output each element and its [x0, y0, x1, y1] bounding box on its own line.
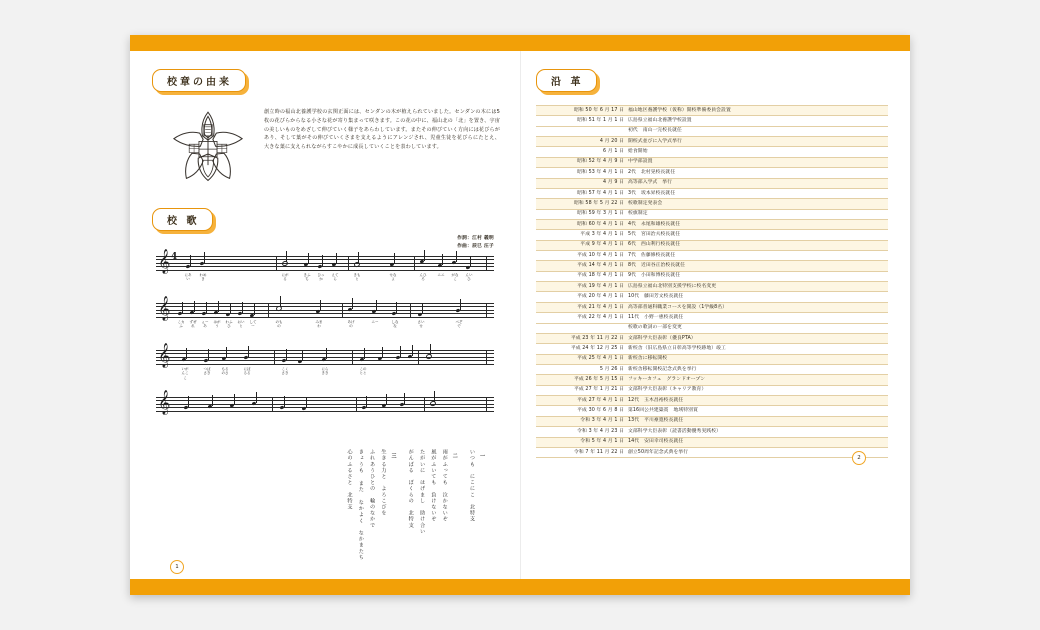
history-event: フッキーカフェ グランドオープン — [626, 375, 888, 385]
history-table — [536, 105, 888, 458]
table-row — [536, 137, 888, 147]
staff-lyric: さいせ — [417, 319, 425, 329]
crest-origin-paragraph: 創立時の福山北養護学校の玄関正面には、センダンの木が植えられていました。センダンの木には5枚の花びらからなる小さな花が寄り集まって咲きます。この花の中に、福山北の「北」を置き、宇宙の美しいものをめざして伸びていく様子をあらわしています。またその伸びていく方向には花びらがあり、そして葉がその伸びていくさまを支えるようにアレンジされ、児童生徒を花びらにたとえ、大きな葉に支えられながらすこやかに成長していくことを表わしています。 — [264, 109, 500, 150]
crest-and-intro-row — [152, 104, 500, 186]
history-date: 令和 3 年 4 月 23 日 — [536, 427, 626, 437]
table-row — [536, 157, 888, 167]
history-date: 令和 7 年 11 月 22 日 — [536, 447, 626, 457]
verse-number: 三 — [390, 452, 397, 459]
table-row — [536, 437, 888, 447]
staff-lyric: べぞで — [455, 319, 463, 329]
history-event: 6代 西山利行校長就任 — [626, 240, 888, 250]
table-row — [536, 188, 888, 198]
crest-origin-text — [264, 104, 500, 186]
history-event: 文部科学大臣表彰（優良PTA） — [626, 333, 888, 343]
history-event: 校歌制定発表会 — [626, 199, 888, 209]
staff-lyric: ずぜれ — [189, 319, 197, 329]
staff-lyric: いがんここ — [181, 366, 189, 380]
table-row — [536, 251, 888, 261]
table-row — [536, 271, 888, 281]
treble-clef-icon: 𝄞 — [158, 295, 171, 320]
left-page — [130, 51, 520, 579]
page-number-right: 2 — [852, 451, 866, 465]
history-date: 令和 5 年 4 月 1 日 — [536, 437, 626, 447]
crest-container — [152, 104, 264, 186]
verse-3 — [345, 449, 397, 567]
history-date: 平成 27 年 4 月 1 日 — [536, 396, 626, 406]
staff-lyric: してー — [249, 319, 257, 329]
staff-lyric: にあい — [184, 272, 192, 282]
staff-lyric: のもの — [275, 319, 283, 329]
staff-lyric: このとと — [359, 366, 367, 376]
history-date: 平成 3 年 4 月 1 日 — [536, 230, 626, 240]
history-event: 広島県立福山北特別支援学校に校名変更 — [626, 282, 888, 292]
history-event: 新校舎に移転開校 — [626, 354, 888, 364]
treble-clef-icon: 𝄞 — [158, 248, 171, 273]
treble-clef-icon: 𝄞 — [158, 389, 171, 414]
verse-line: 生きる力と よろこびを — [380, 448, 387, 517]
history-date — [536, 323, 626, 333]
table-row — [536, 240, 888, 250]
history-event: 11代 小野一惠校長就任 — [626, 313, 888, 323]
history-date: 昭和 58 年 5 月 22 日 — [536, 199, 626, 209]
history-event: 新校舎（旧広島県立日彰高等学校跡地）竣工 — [626, 344, 888, 354]
table-row — [536, 282, 888, 292]
history-date: 昭和 57 年 4 月 1 日 — [536, 188, 626, 198]
history-event: 開校式並びに入学式挙行 — [626, 137, 888, 147]
history-event: 福山地区養護学校（仮称）開校準備委員会設置 — [626, 106, 888, 116]
table-row — [536, 323, 888, 333]
staff-system-1 — [152, 248, 500, 300]
staff-lyric: にらきき — [321, 366, 329, 376]
history-event: 文部科学大臣表彰（キャリア教育） — [626, 385, 888, 395]
treble-clef-icon: 𝄞 — [158, 342, 171, 367]
history-event: 校歌の歌詞の一部を変更 — [626, 323, 888, 333]
history-date: 平成 19 年 4 月 1 日 — [536, 282, 626, 292]
verse-number: 一 — [479, 452, 485, 459]
heading-school-song: 校 歌 — [152, 208, 213, 231]
school-crest-icon — [166, 108, 250, 186]
verse-line: 心のふるさと 北特支 — [346, 448, 353, 510]
history-event: 10代 藤田芳文校長就任 — [626, 292, 888, 302]
table-row — [536, 230, 888, 240]
staff-lyric: つばさき — [203, 366, 211, 376]
verse-line: いつも にこにこ 北特支 — [469, 448, 475, 523]
history-event: 12代 玉木昌裕校長就任 — [626, 396, 888, 406]
history-event: 新校舎移転開校記念式典を挙行 — [626, 364, 888, 374]
document-spread — [130, 35, 910, 595]
lyricist: 作詞：江村 義明 — [457, 236, 494, 241]
history-date: 4 月 20 日 — [536, 137, 626, 147]
history-event: 校旗制定 — [626, 209, 888, 219]
table-row — [536, 375, 888, 385]
staff-lyric: ニー — [371, 319, 379, 324]
staff-lyric: ひっか — [317, 272, 325, 282]
song-credits — [152, 235, 500, 251]
verse-line: 雨がふっても 泣かないぞ — [441, 448, 448, 523]
history-date: 平成 30 年 6 月 8 日 — [536, 406, 626, 416]
history-event: 7代 佐藤修校長就任 — [626, 251, 888, 261]
table-row — [536, 447, 888, 457]
history-date: 昭和 60 年 4 月 1 日 — [536, 219, 626, 229]
history-event: 文部科学大臣表彰（読書活動優秀実践校） — [626, 427, 888, 437]
table-row — [536, 396, 888, 406]
table-row — [536, 416, 888, 426]
staff-3 — [156, 342, 494, 380]
history-date: 平成 27 年 1 月 21 日 — [536, 385, 626, 395]
history-date: 平成 26 年 5 月 15 日 — [536, 375, 626, 385]
table-row — [536, 261, 888, 271]
history-date: 平成 22 年 4 月 1 日 — [536, 313, 626, 323]
musical-score — [152, 248, 500, 441]
staff-lyric: みまわ — [315, 319, 323, 329]
history-date: 平成 20 年 4 月 1 日 — [536, 292, 626, 302]
staff-lyric: がなこ — [451, 272, 459, 282]
verse-line: ふれあうひとの 輪のなかで — [369, 448, 376, 529]
verse-2 — [406, 449, 458, 567]
history-event: 3代 坂本昇校長就任 — [626, 188, 888, 198]
history-date: 平成 23 年 11 月 22 日 — [536, 333, 626, 343]
history-event: 給食開始 — [626, 147, 888, 157]
staff-lyric: はがう — [213, 319, 221, 329]
table-row — [536, 209, 888, 219]
history-date: 昭和 50 年 6 月 17 日 — [536, 106, 626, 116]
staff-system-3 — [152, 342, 500, 394]
top-accent-band — [130, 35, 910, 49]
staff-lyric: ニニ — [437, 272, 445, 277]
history-date: 令和 3 年 4 月 1 日 — [536, 416, 626, 426]
history-event: 13代 平川豪寛校長就任 — [626, 416, 888, 426]
staff-lyric: こくさき — [281, 366, 289, 376]
verse-line: たがいに はげまし 助け合い — [419, 448, 426, 535]
table-row — [536, 302, 888, 312]
staff-lyric: わふひ — [225, 319, 233, 329]
song-verses — [152, 449, 500, 567]
table-row — [536, 126, 888, 136]
staff-2 — [156, 295, 494, 329]
history-event: 高等部入学式 挙行 — [626, 178, 888, 188]
staff-lyric: せなよ — [389, 272, 397, 282]
staff-lyric: ぇーあ — [201, 319, 209, 329]
table-row — [536, 116, 888, 126]
table-row — [536, 313, 888, 323]
table-row — [536, 427, 888, 437]
heading-history: 沿 革 — [536, 69, 597, 92]
history-event: 14代 安田幸司校長就任 — [626, 437, 888, 447]
history-date: 平成 21 年 4 月 1 日 — [536, 302, 626, 312]
staff-lyric: おいと — [237, 319, 245, 329]
staff-lyric: わめき — [199, 272, 207, 282]
verse-line: がんばる ぼくらの 北特支 — [407, 448, 414, 529]
history-date: 4 月 9 日 — [536, 178, 626, 188]
staff-lyric: もるのさ — [221, 366, 229, 376]
history-event: 9代 小田和博校長就任 — [626, 271, 888, 281]
bottom-accent-band — [130, 581, 910, 595]
history-date: 昭和 59 年 3 月 1 日 — [536, 209, 626, 219]
table-row — [536, 333, 888, 343]
verse-number: 二 — [451, 452, 458, 459]
page-number-left: 1 — [170, 560, 184, 574]
staff-lyric: きふち — [303, 272, 311, 282]
table-row — [536, 354, 888, 364]
table-row — [536, 406, 888, 416]
staff-lyric: にぼるる — [243, 366, 251, 376]
table-row — [536, 106, 888, 116]
history-event: 2代 北村晃校長就任 — [626, 168, 888, 178]
history-event: 初代 南山一完校長就任 — [626, 126, 888, 136]
staff-lyric: んいひ — [465, 272, 473, 282]
history-date: 平成 25 年 4 月 1 日 — [536, 354, 626, 364]
staff-lyric: きもと — [353, 272, 361, 282]
table-row — [536, 147, 888, 157]
history-date: 平成 10 年 4 月 1 日 — [536, 251, 626, 261]
history-date: 平成 24 年 12 月 25 日 — [536, 344, 626, 354]
history-event: 高等部普通科職業コースを開設（1学級8名） — [626, 302, 888, 312]
table-row — [536, 344, 888, 354]
staff-system-2 — [152, 295, 500, 347]
history-event: 第16回公共建築賞 地域特別賞 — [626, 406, 888, 416]
history-event: 4代 永尾和雄校長就任 — [626, 219, 888, 229]
table-row — [536, 292, 888, 302]
heading-school-crest-origin: 校章の由来 — [152, 69, 246, 92]
history-date — [536, 126, 626, 136]
right-page — [520, 51, 910, 579]
staff-4 — [156, 389, 494, 414]
table-row — [536, 385, 888, 395]
staff-lyric: んひろ — [419, 272, 427, 282]
history-event: 創立50周年記念式典を挙行 — [626, 447, 888, 457]
time-signature: 4 — [171, 251, 178, 262]
table-row — [536, 178, 888, 188]
history-event: 広島県立福山北養護学校設置 — [626, 116, 888, 126]
history-date: 平成 9 年 4 月 1 日 — [536, 240, 626, 250]
table-row — [536, 219, 888, 229]
history-event: 8代 近田谷正治校長就任 — [626, 261, 888, 271]
staff-lyric: こカふ — [177, 319, 185, 329]
table-row — [536, 364, 888, 374]
staff-system-4 — [152, 389, 500, 441]
table-row — [536, 168, 888, 178]
history-date: 平成 18 年 4 月 1 日 — [536, 271, 626, 281]
page-pair — [130, 51, 910, 579]
history-date: 昭和 51 年 1 月 1 日 — [536, 116, 626, 126]
composer: 作曲：辰巳 汪子 — [457, 243, 494, 249]
staff-lyric: あげの — [347, 319, 355, 329]
staff-lyric: しなな — [391, 319, 399, 329]
staff-lyric: にがる — [281, 272, 289, 282]
verse-line: きょうも また なかよく なかまたち — [357, 448, 364, 561]
history-date: 5 月 26 日 — [536, 364, 626, 374]
verse-line: 風がふいても 負けないぞ — [430, 448, 437, 523]
history-date: 平成 14 年 4 月 1 日 — [536, 261, 626, 271]
history-date: 6 月 1 日 — [536, 147, 626, 157]
history-event: 中学部設置 — [626, 157, 888, 167]
staff-1 — [156, 248, 494, 282]
history-table-container — [536, 105, 888, 458]
history-event: 5代 宮田治夫校長就任 — [626, 230, 888, 240]
history-date: 昭和 53 年 4 月 1 日 — [536, 168, 626, 178]
verse-1 — [468, 449, 486, 567]
history-table-body — [536, 106, 888, 458]
table-row — [536, 199, 888, 209]
staff-lyric: えてら — [331, 272, 339, 282]
history-date: 昭和 52 年 4 月 9 日 — [536, 157, 626, 167]
